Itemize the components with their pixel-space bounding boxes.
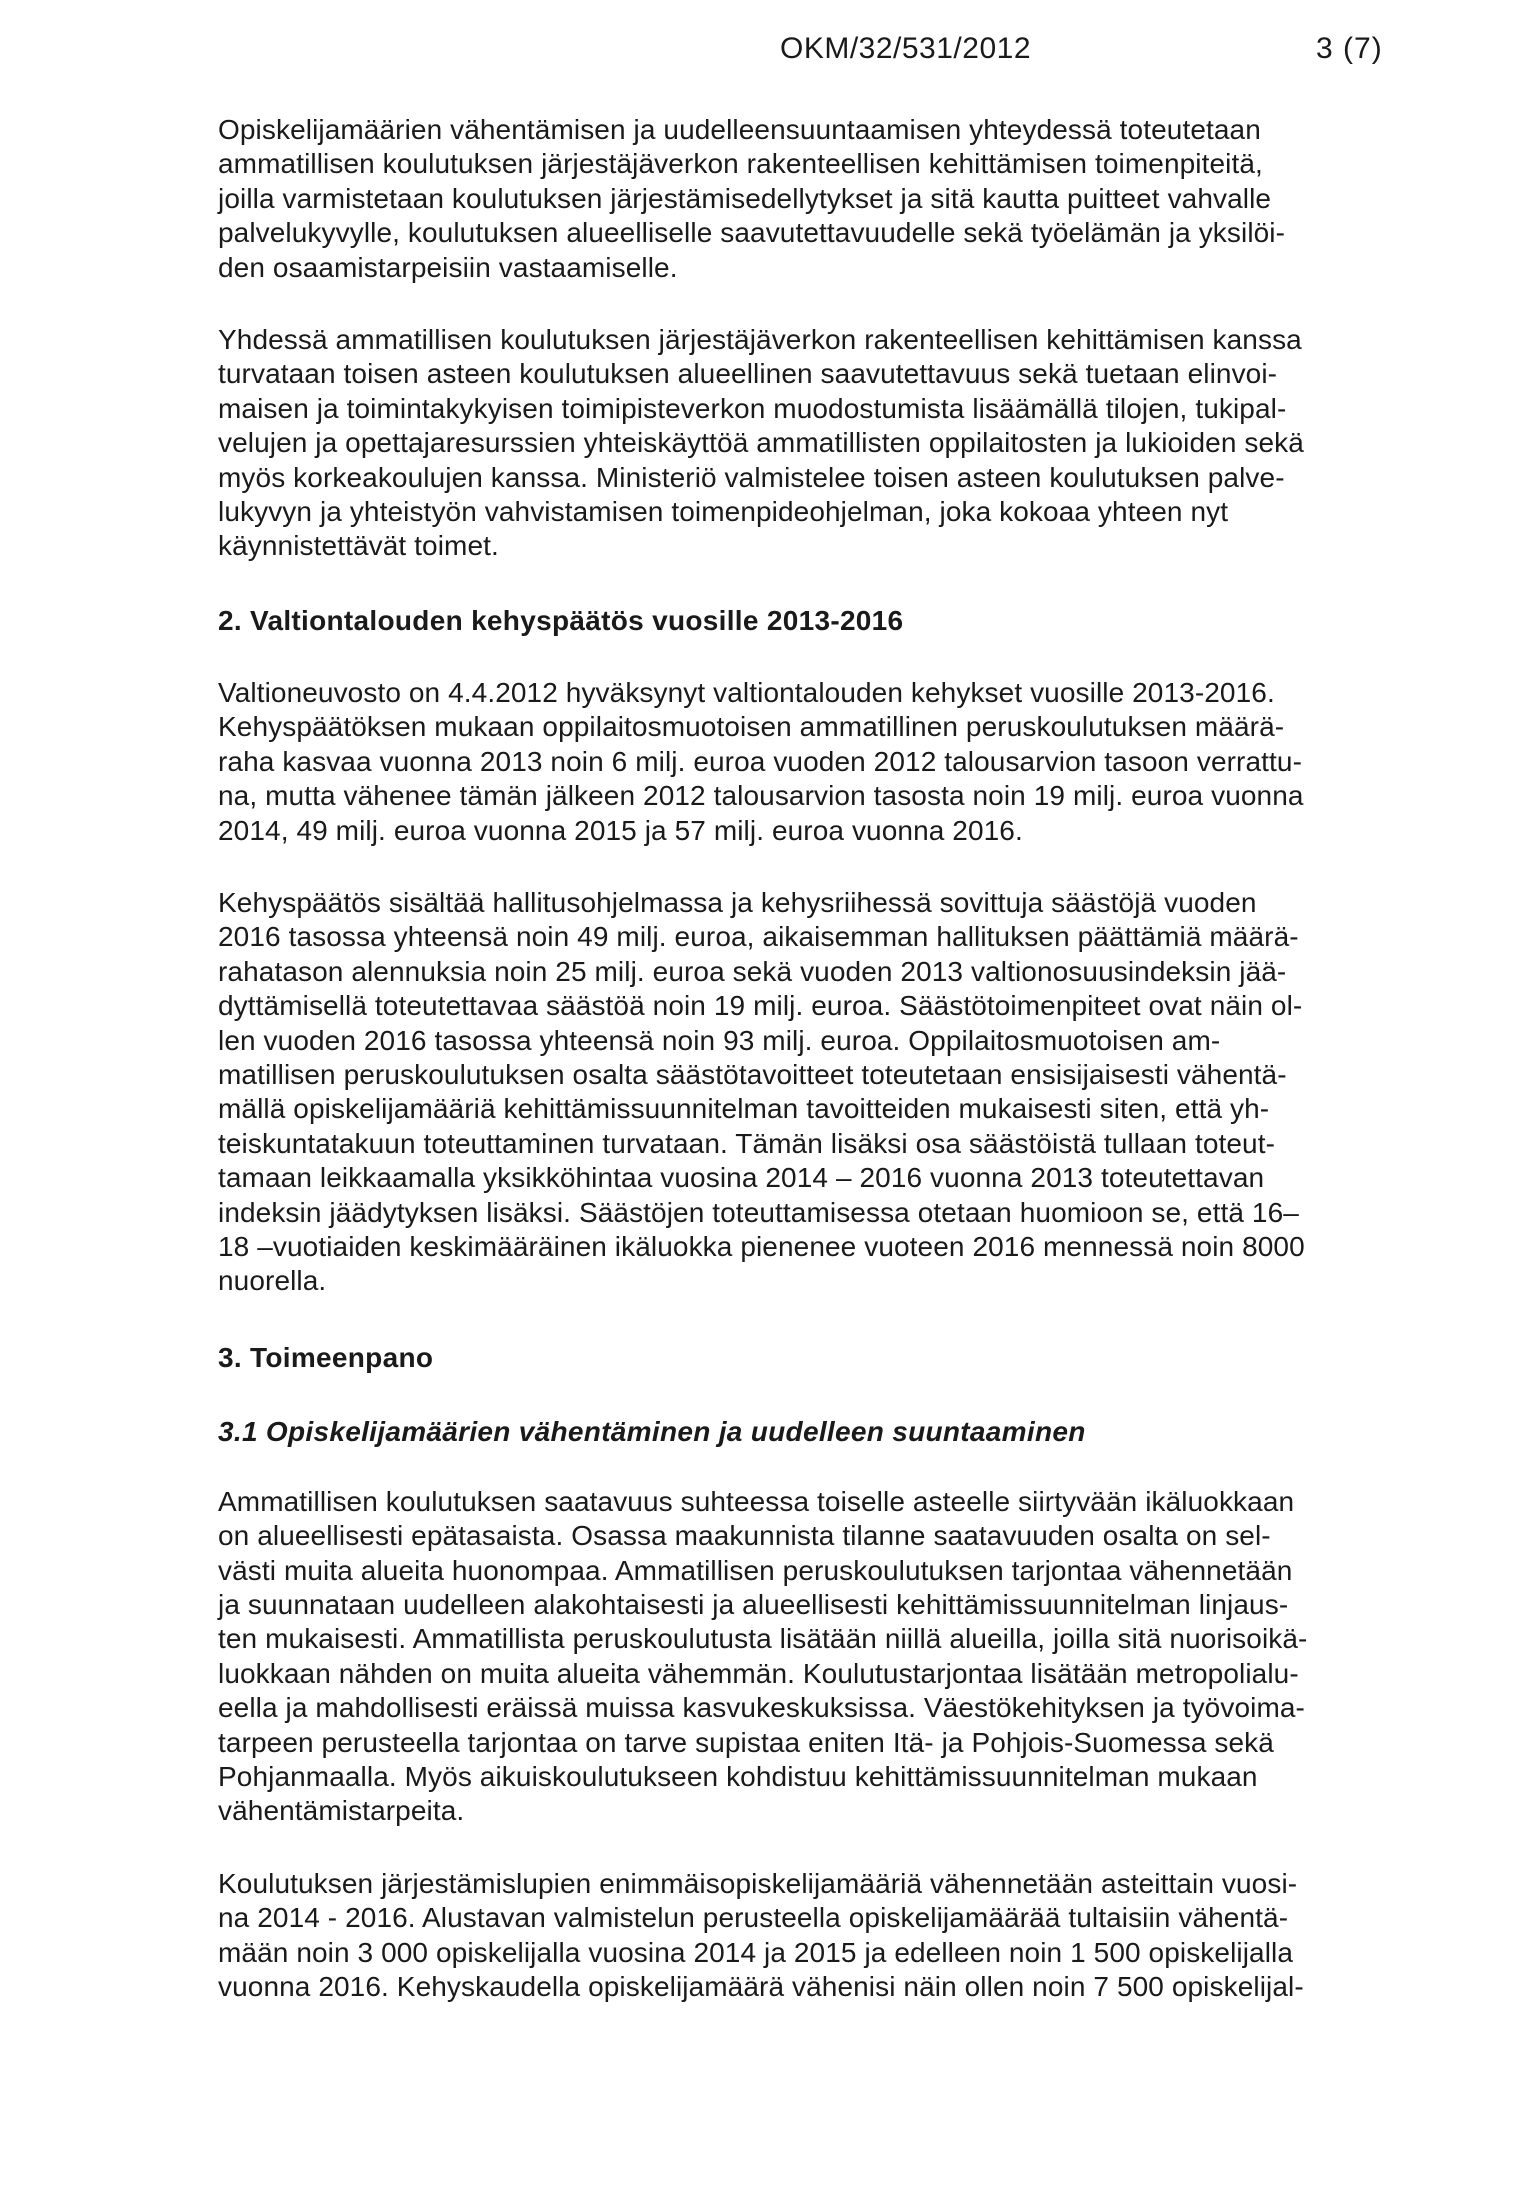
text-line: Kehyspäätöksen mukaan oppilaitosmuotoisen ammatillinen peruskoulutuksen määrä- (218, 711, 1285, 743)
text-line: ten mukaisesti. Ammatillista peruskoulutusta lisätään niillä alueilla, joilla sitä nuorisoikä- (218, 1623, 1308, 1655)
text-line: ammatillisen koulutuksen järjestäjäverkon rakenteellisen kehittämisen toimenpiteitä, (218, 148, 1263, 180)
text-line: 18 –vuotiaiden keskimääräinen ikäluokka pienenee vuoteen 2016 mennessä noin 8000 (218, 1230, 1305, 1262)
document-body (218, 113, 1428, 2042)
text-line: vuonna 2016. Kehyskaudella opiskelijamäärä vähenisi näin ollen noin 7 500 opiskelijal- (218, 1971, 1304, 2003)
document-id: OKM/32/531/2012 (780, 32, 1032, 65)
text-line: indeksin jäädytyksen lisäksi. Säästöjen toteuttamisessa otetaan huomioon se, että 16– (218, 1196, 1299, 1228)
text-line: Yhdessä ammatillisen koulutuksen järjestäjäverkon rakenteellisen kehittämisen kanssa (218, 324, 1302, 356)
page-number: 3 (7) (1316, 32, 1383, 65)
text-line: lukyvyn ja yhteistyön vahvistamisen toimenpideohjelman, joka kokoaa yhteen nyt (218, 496, 1229, 528)
text-line: Ammatillisen koulutuksen saatavuus suhteessa toiselle asteelle siirtyvään ikäluokkaan (218, 1485, 1295, 1517)
section-heading-2: 2. Valtiontalouden kehyspäätös vuosille 2013-2016 (218, 604, 904, 636)
text-line: vähentämistarpeita. (218, 1795, 465, 1827)
paragraph (218, 886, 1428, 1299)
paragraph (218, 113, 1428, 285)
text-line: tarpeen perusteella tarjontaa on tarve supistaa eniten Itä- ja Pohjois-Suomessa sekä (218, 1726, 1274, 1758)
paragraph (218, 676, 1428, 848)
text-line: luokkaan nähden on muita alueita vähemmän. Koulutustarjontaa lisätään metropolialu- (218, 1657, 1299, 1689)
text-line: myös korkeakoulujen kanssa. Ministeriö valmistelee toisen asteen koulutuksen palve- (218, 461, 1285, 493)
text-line: velujen ja opettajaresurssien yhteiskäyttöä ammatillisten oppilaitosten ja lukioiden sekä (218, 427, 1304, 459)
text-line: Pohjanmaalla. Myös aikuiskoulutukseen kohdistuu kehittämissuunnitelman mukaan (218, 1761, 1258, 1793)
text-line: Valtioneuvosto on 4.4.2012 hyväksynyt valtiontalouden kehykset vuosille 2013-2016. (218, 676, 1275, 708)
text-line: västi muita alueita huonompaa. Ammatillisen peruskoulutuksen tarjontaa vähennetään (218, 1554, 1293, 1586)
text-line: rahatason alennuksia noin 25 milj. euroa sekä vuoden 2013 valtionosuusindeksin jää- (218, 955, 1287, 987)
text-line: tamaan leikkaamalla yksikköhintaa vuosina 2014 – 2016 vuonna 2013 toteutettavan (218, 1162, 1265, 1194)
text-line: käynnistettävät toimet. (218, 530, 499, 562)
paragraph (218, 1485, 1428, 1829)
text-line: eella ja mahdollisesti eräissä muissa kasvukeskuksissa. Väestökehityksen ja työvoima- (218, 1692, 1305, 1724)
text-line: on alueellisesti epätasaista. Osassa maakunnista tilanne saatavuuden osalta on sel- (218, 1520, 1271, 1552)
page-header (0, 22, 1532, 82)
text-line: mällä opiskelijamääriä kehittämissuunnitelman tavoitteiden mukaisesti siten, että yh- (218, 1093, 1270, 1125)
text-line: nuorella. (218, 1265, 327, 1297)
text-line: raha kasvaa vuonna 2013 noin 6 milj. euroa vuoden 2012 talousarvion tasoon verrattu- (218, 745, 1302, 777)
text-line: joilla varmistetaan koulutuksen järjestämisedellytykset ja sitä kautta puitteet vahvalle (218, 182, 1272, 214)
text-line: palvelukyvylle, koulutuksen alueelliselle saavutettavuudelle sekä työelämän ja yksilöi- (218, 217, 1286, 249)
text-line: len vuoden 2016 tasossa yhteensä noin 93 milj. euroa. Oppilaitosmuotoisen am- (218, 1024, 1221, 1056)
text-line: den osaamistarpeisiin vastaamiselle. (218, 251, 678, 283)
text-line: na, mutta vähenee tämän jälkeen 2012 talousarvion tasosta noin 19 milj. euroa vuonna (218, 780, 1304, 812)
text-line: turvataan toisen asteen koulutuksen alueellinen saavutettavuus sekä tuetaan elinvoi- (218, 358, 1278, 390)
text-line: Kehyspäätös sisältää hallitusohjelmassa ja kehysriihessä sovittuja säästöjä vuoden (218, 886, 1257, 918)
text-line: na 2014 - 2016. Alustavan valmistelun perusteella opiskelijamäärää tultaisiin vähentä- (218, 1902, 1289, 1934)
paragraph (218, 323, 1428, 564)
text-line: 2016 tasossa yhteensä noin 49 milj. euroa, aikaisemman hallituksen päättämiä määrä- (218, 921, 1299, 953)
text-line: mään noin 3 000 opiskelijalla vuosina 2014 ja 2015 ja edelleen noin 1 500 opiskelijalla (218, 1936, 1294, 1968)
text-line: matillisen peruskoulutuksen osalta säästötavoitteet toteutetaan ensisijaisesti vähentä- (218, 1058, 1287, 1090)
subsection-heading-3-1: 3.1 Opiskelijamäärien vähentäminen ja uudelleen suuntaaminen (218, 1415, 1086, 1447)
text-line: maisen ja toimintakykyisen toimipisteverkon muodostumista lisäämällä tilojen, tukipal- (218, 392, 1287, 424)
text-line: 2014, 49 milj. euroa vuonna 2015 ja 57 milj. euroa vuonna 2016. (218, 814, 1023, 846)
text-line: ja suunnataan uudelleen alakohtaisesti ja alueellisesti kehittämissuunnitelman linjaus- (218, 1589, 1289, 1620)
text-line: dyttämisellä toteutettavaa säästöä noin 19 milj. euroa. Säästötoimenpiteet ovat näin ol- (218, 990, 1303, 1022)
paragraph (218, 1867, 1428, 2005)
section-heading-3: 3. Toimeenpano (218, 1341, 434, 1373)
text-line: Opiskelijamäärien vähentämisen ja uudelleensuuntaamisen yhteydessä toteutetaan (218, 114, 1261, 145)
text-line: Koulutuksen järjestämislupien enimmäisopiskelijamääriä vähennetään asteittain vuosi- (218, 1867, 1298, 1899)
text-line: teiskuntatakuun toteuttaminen turvataan. Tämän lisäksi osa säästöistä tullaan toteut- (218, 1127, 1276, 1159)
